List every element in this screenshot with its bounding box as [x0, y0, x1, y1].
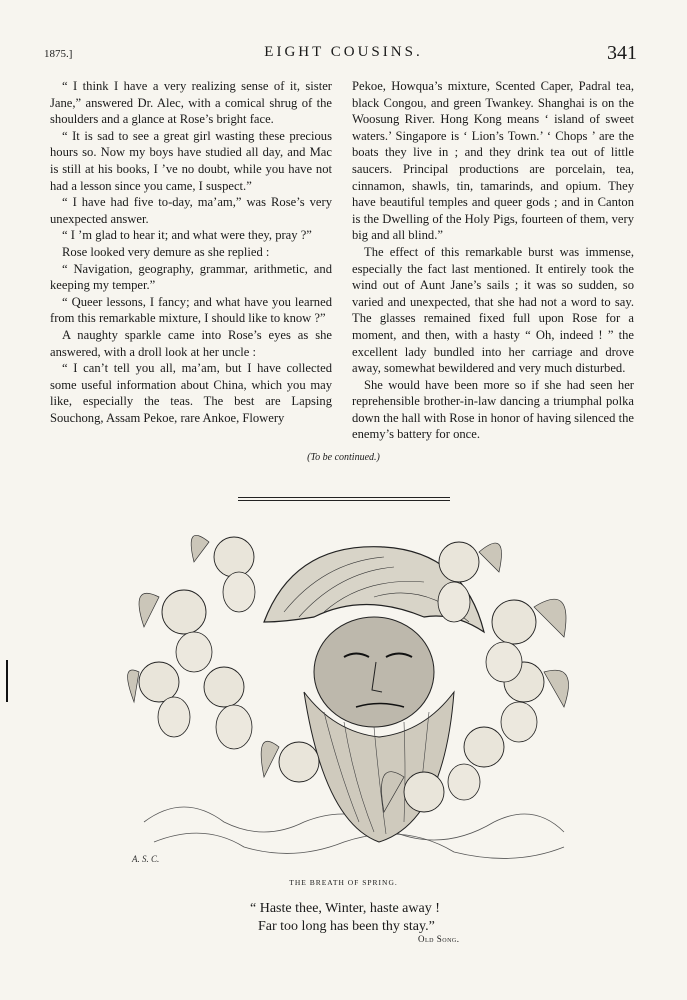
- paragraph: The effect of this remarkable burst was immense, especially the fact last mentioned. It entirely took the wind out of Aunt Jane’s sails ; it was so sudden, so varied and unexpected, that she had not a word to say. The glasses remained fixed full upon Rose for a moment, and then, with a hasty “ Oh, indeed ! ” the excellent lady bundled into her carriage and drove away, somewhat bewildered and very much disturbed.: [352, 244, 634, 376]
- running-title: EIGHT COUSINS.: [264, 44, 423, 60]
- paragraph: A naughty sparkle came into Rose’s eyes as she answered, with a droll look at her uncle :: [50, 327, 332, 359]
- breath-of-spring-illustration: [124, 522, 584, 872]
- paragraph: Rose looked very demure as she replied :: [62, 244, 270, 259]
- verse-line-2: Far too long has been thy stay.”: [258, 919, 435, 934]
- paragraph: “ It is sad to see a great girl wasting these precious hours so. Now my boys have studied all day, and Mac is still at his books, I ’ve no doubt, while you have not had a lesson since you came, I suspect.”: [50, 128, 332, 193]
- paragraph: “ Navigation, geography, grammar, arithmetic, and keeping my temper.”: [50, 261, 332, 293]
- paragraph: “ I have had five to-day, ma’am,” was Rose’s very unexpected answer.: [50, 195, 332, 226]
- divider-rule: [238, 497, 450, 498]
- to-be-continued: (To be continued.): [307, 452, 380, 463]
- paragraph: “ Queer lessons, I fancy; and what have you learned from this remarkable mixture, I should like to know ?”: [50, 294, 332, 326]
- verse-source: Old Song.: [418, 934, 460, 944]
- verse: [250, 900, 490, 936]
- left-column: [50, 78, 332, 426]
- svg-text:A. S. C.: A. S. C.: [132, 854, 160, 864]
- page-number: 341: [607, 42, 637, 64]
- paragraph: “ I can’t tell you all, ma’am, but I have collected some useful information about China, which you may like, especially the teas. The best are Lapsing Souchong, Assam Pekoe, rare Ankoe, Flowery: [50, 361, 332, 425]
- text-columns: [50, 78, 644, 448]
- paragraph: Pekoe, Howqua’s mixture, Scented Caper, Padral tea, black Congou, and green Twankey. Shanghai is on the Woosung River. Hong Kong means ‘ island of sweet waters.’ Singapore is ‘ Lion’s Town.’ ‘ Chops ’ are the boats they live in ; and they drink tea out of little saucers. Principal productions are porcelain, tea, cinnamon, shawls, tin, tamarinds, and opium. They have beautiful temples and queer gods ; and in Canton is the Dwelling of the Holy Pigs, fourteen of them, very big and all blind.”: [352, 79, 634, 243]
- running-head: [0, 44, 687, 68]
- paragraph: She would have been more so if she had seen her reprehensible brother-in-law dancing a triumphal polka down the hall with Rose in honor of having silenced the enemy’s battery for once.: [352, 377, 634, 442]
- divider-rule: [238, 500, 450, 501]
- verse-line-1: “ Haste thee, Winter, haste away !: [250, 901, 440, 916]
- paragraph: “ I ’m glad to hear it; and what were they, pray ?”: [62, 228, 312, 243]
- illustration-caption: THE BREATH OF SPRING.: [289, 878, 398, 887]
- right-column: [352, 78, 634, 443]
- issue-year: 1875.]: [44, 48, 73, 60]
- paragraph: “ I think I have a very realizing sense of it, sister Jane,” answered Dr. Alec, with a comical shrug of the shoulders and a glance at Rose’s bright face.: [50, 79, 332, 127]
- margin-mark: [6, 660, 8, 702]
